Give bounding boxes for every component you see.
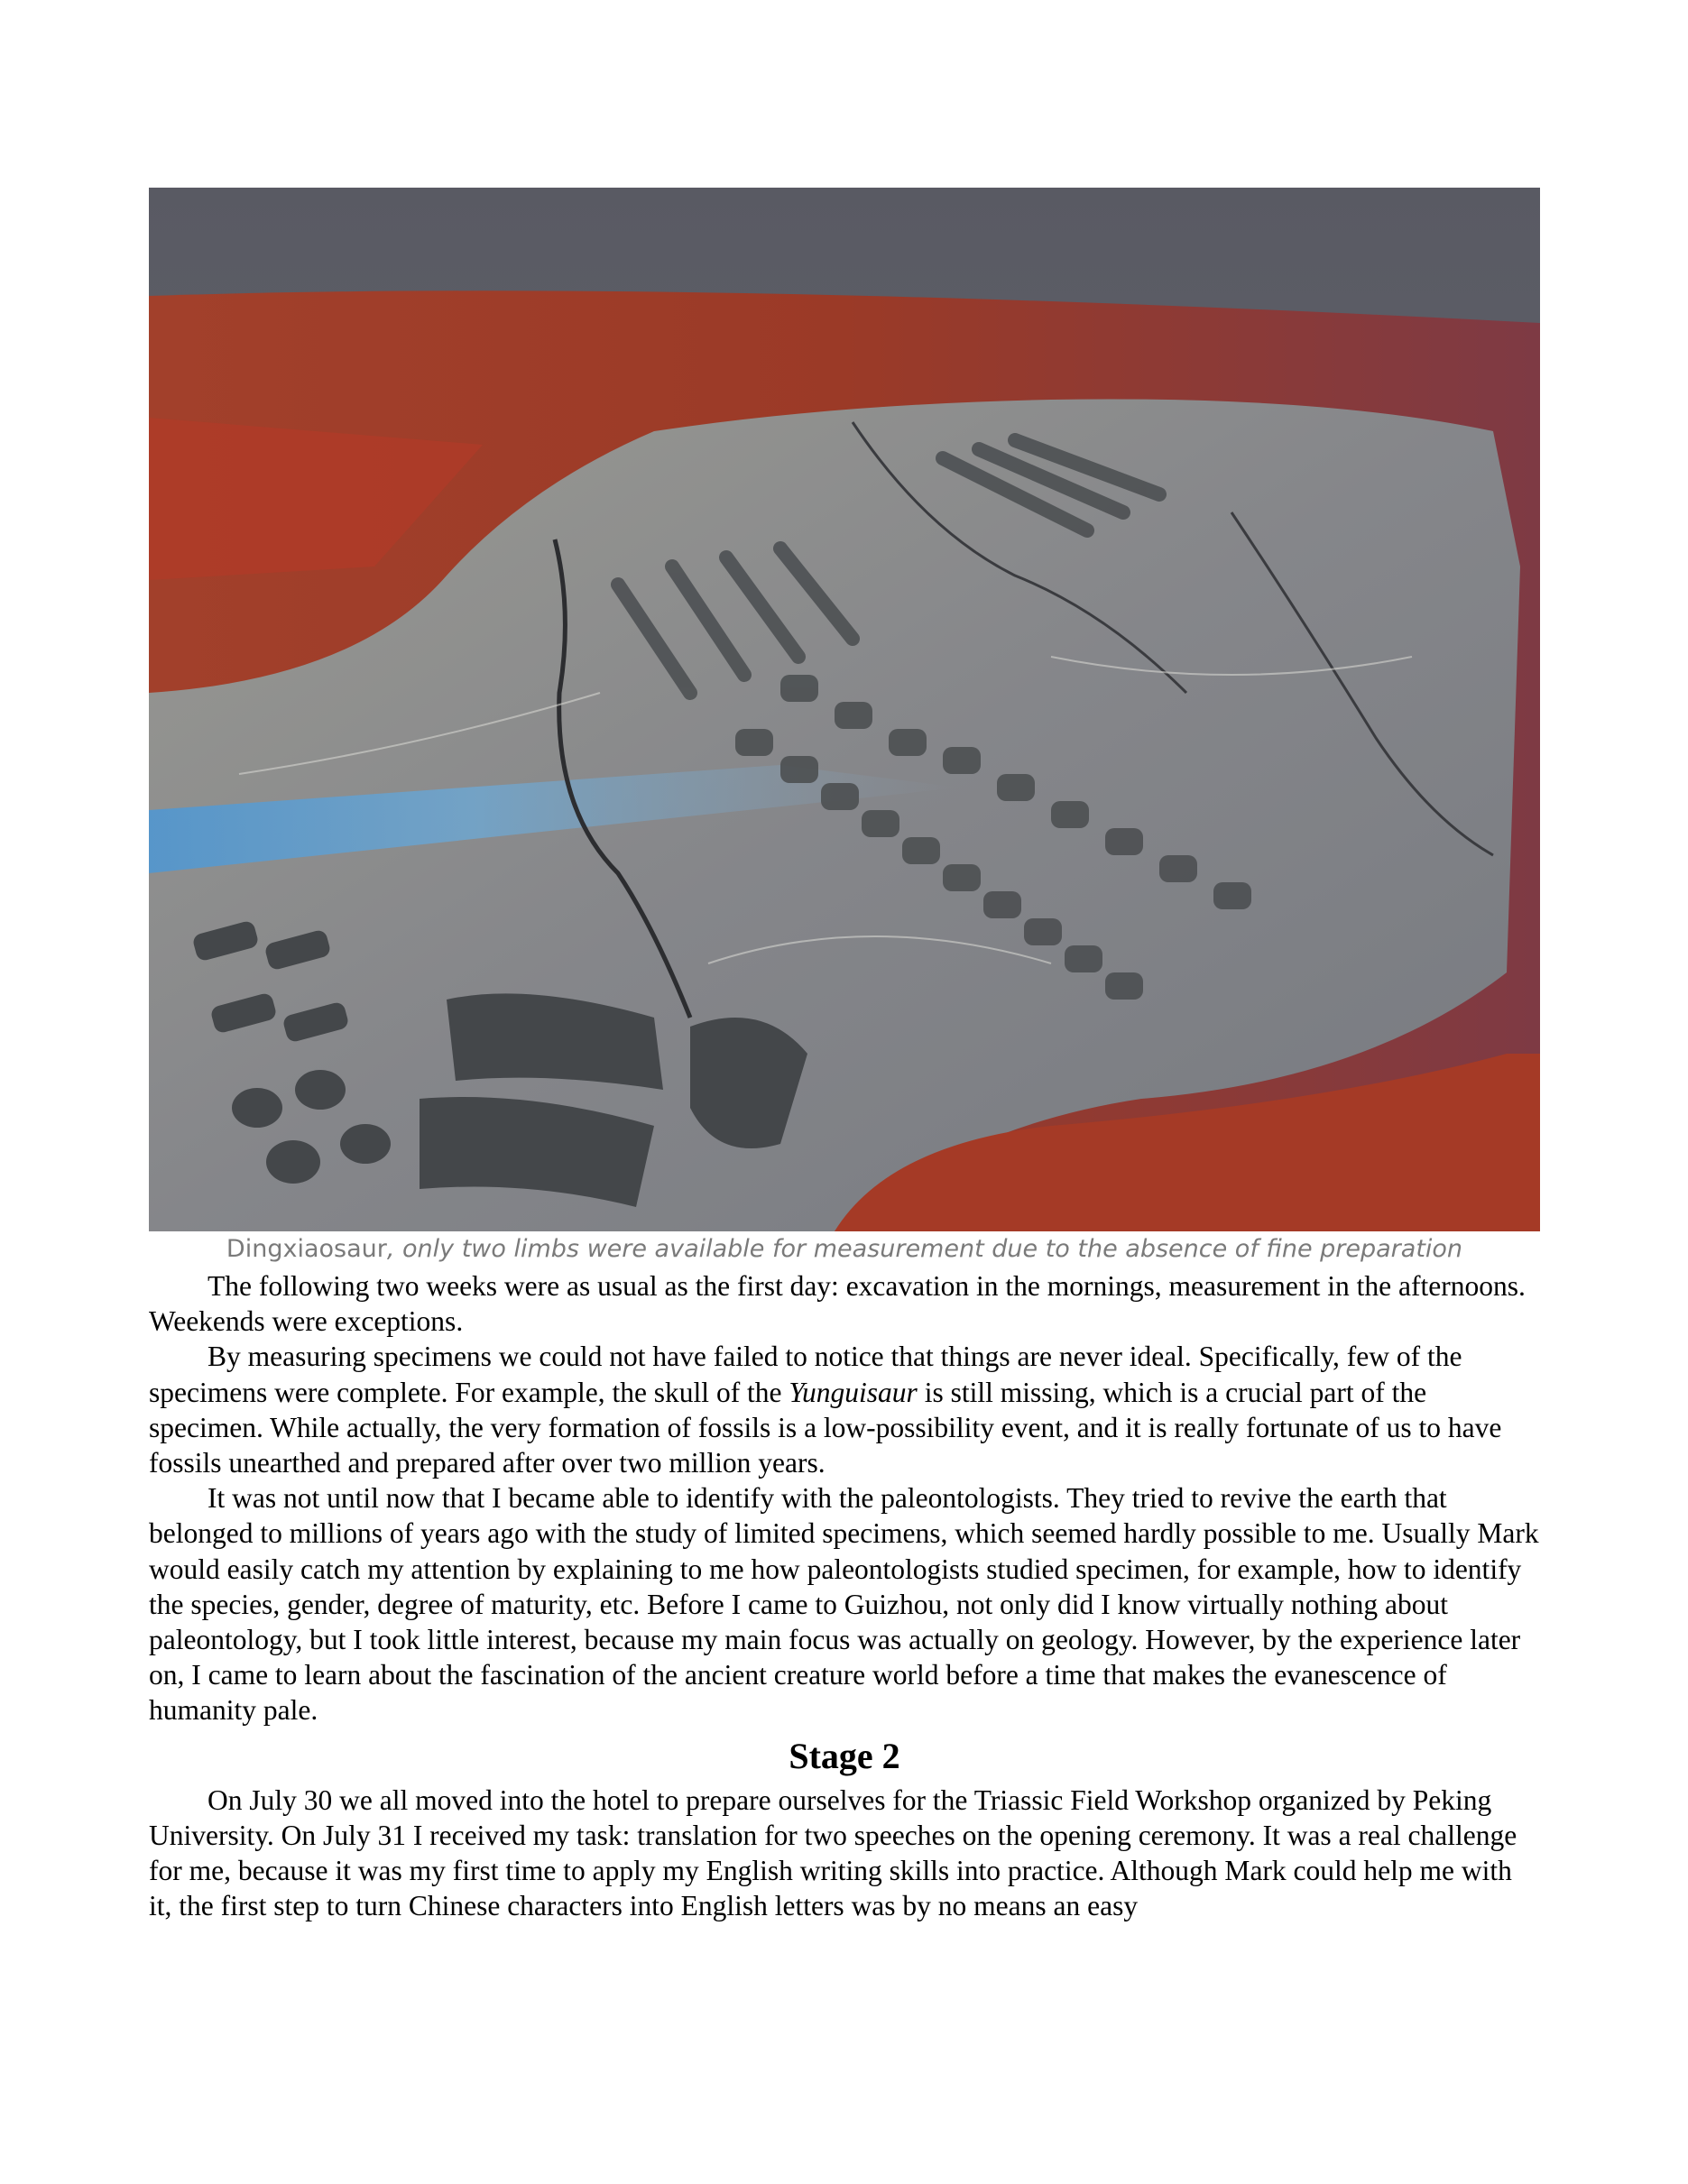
paragraph-2-start: By measuring specimens we could not have failed to notice that things are never ideal. Specifically, few of the specimens were complete. For example, the skull of the (149, 1341, 1462, 1408)
section-heading: Stage 2 (789, 1735, 900, 1776)
paragraph-1: The following two weeks were as usual as the first day: excavation in the mornings, measurement in the afternoons. Weekends were exceptions. (149, 1270, 1526, 1338)
fossil-photo (149, 188, 1540, 1231)
fossil-photo-icon (149, 188, 1540, 1231)
paragraph-2 (149, 1339, 1540, 1480)
paragraph-4: On July 30 we all moved into the hotel to prepare ourselves for the Triassic Field Workshop organized by Peking University. On July 31 I received my task: translation for two speeches on the opening ceremony. It was a real challenge for me, because it was my first time to apply my English writing skills into practice. Although Mark could help me with it, the first step to turn Chinese characters into English letters was by no means an easy (149, 1783, 1517, 1922)
taxon-name: Yunguisaur (789, 1376, 918, 1408)
caption-text: , only two limbs were available for measurement due to the absence of fine preparation (386, 1235, 1463, 1263)
paragraph-3: It was not until now that I became able to identify with the paleontologists. They tried to revive the earth that belonged to millions of years ago with the study of limited specimens, which seemed hardly possible to me. Usually Mark would easily catch my attention by explaining to me how paleontologists studied specimen, for example, how to identify the species, gender, degree of maturity, etc. Before I came to Guizhou, not only did I know virtually nothing about paleontology, but I took little interest, because my main focus was actually on geology. However, by the experience later on, I came to learn about the fascination of the ancient creature world before a time that makes the evanescence of humanity pale. (149, 1482, 1539, 1727)
photo-caption (149, 1234, 1540, 1265)
article-body (149, 1268, 1540, 1923)
paragraph-2-end: is still missing, which is a crucial part of the specimen. While actually, the very formation of fossils is a low-possibility event, and it is really fortunate of us to have fossils unearthed and prepared after over two million years. (149, 1376, 1502, 1479)
caption-name: Dingxiaosaur (226, 1235, 387, 1263)
